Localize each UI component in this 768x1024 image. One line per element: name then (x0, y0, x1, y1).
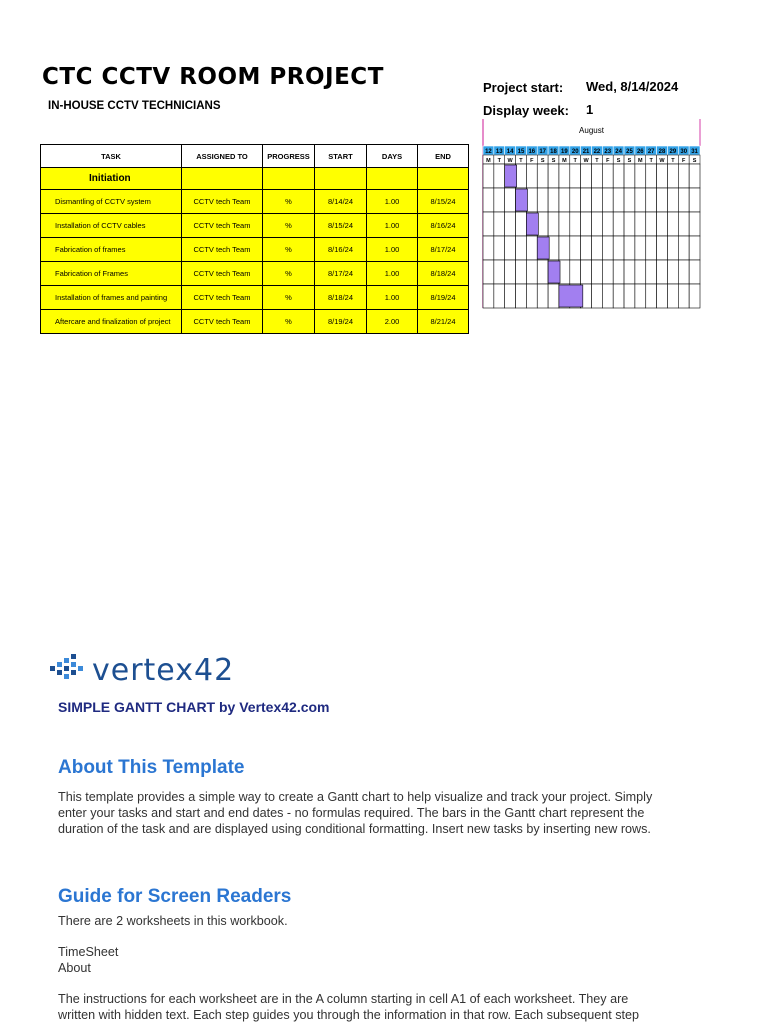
table-cell-progress[interactable]: % (263, 190, 315, 214)
sheet-name-about: About (58, 961, 91, 975)
table-row (41, 190, 469, 214)
about-heading: About This Template (58, 757, 245, 778)
day-letter: T (573, 158, 577, 164)
gantt-cell (624, 188, 635, 212)
column-header: ASSIGNED TO (182, 145, 263, 168)
gantt-cell (646, 260, 657, 284)
phase-name[interactable]: Initiation (41, 168, 182, 190)
day-letter: W (583, 158, 589, 164)
table-cell-assigned[interactable]: CCTV tech Team (182, 190, 263, 214)
table-cell[interactable] (263, 168, 315, 190)
table-cell-days[interactable]: 1.00 (367, 262, 418, 286)
day-number: 17 (539, 149, 547, 155)
day-number: 26 (636, 149, 644, 155)
column-header: DAYS (367, 145, 418, 168)
table-row (41, 214, 469, 238)
gantt-cell (516, 212, 527, 236)
column-header: TASK (41, 145, 182, 168)
gantt-cell (494, 164, 505, 188)
gantt-cell (678, 188, 689, 212)
day-number: 13 (495, 149, 503, 155)
gantt-cell (483, 260, 494, 284)
day-number: 21 (582, 149, 590, 155)
gantt-cell (613, 164, 624, 188)
gantt-cell (602, 188, 613, 212)
gantt-cell (581, 164, 592, 188)
gantt-cell (592, 260, 603, 284)
table-cell-end[interactable]: 8/18/24 (418, 262, 469, 286)
day-letter: F (682, 158, 686, 164)
gantt-cell (667, 284, 678, 308)
day-number: 15 (517, 149, 525, 155)
day-letter: S (616, 158, 621, 164)
sheet-name-timesheet: TimeSheet (58, 945, 119, 959)
table-cell-assigned[interactable]: CCTV tech Team (182, 310, 263, 334)
gantt-cell (494, 260, 505, 284)
table-cell-task[interactable]: Installation of frames and painting (41, 286, 182, 310)
day-letter: M (486, 158, 491, 164)
table-cell-task[interactable]: Fabrication of Frames (41, 262, 182, 286)
gantt-cell (570, 164, 581, 188)
gantt-bar[interactable] (548, 261, 560, 283)
gantt-cell (516, 236, 527, 260)
gantt-bar[interactable] (526, 213, 538, 235)
gantt-cell (613, 236, 624, 260)
day-number: 22 (593, 149, 601, 155)
day-number: 24 (615, 149, 622, 155)
gantt-cell (689, 236, 700, 260)
day-number: 12 (485, 149, 492, 155)
gantt-cell (635, 260, 646, 284)
gantt-chart (482, 119, 742, 337)
gantt-cell (516, 284, 527, 308)
table-cell-start[interactable]: 8/18/24 (315, 286, 367, 310)
table-cell-task[interactable]: Installation of CCTV cables (41, 214, 182, 238)
day-number: 30 (680, 149, 688, 155)
table-row (41, 286, 469, 310)
gantt-cell (646, 212, 657, 236)
day-letter: S (551, 158, 556, 164)
project-title: CTC CCTV ROOM PROJECT (42, 64, 384, 90)
table-cell-end[interactable]: 8/21/24 (418, 310, 469, 334)
gantt-cell (624, 284, 635, 308)
gantt-cell (505, 260, 516, 284)
gantt-cell (483, 236, 494, 260)
day-letter: W (659, 158, 665, 164)
instructions-line: written with hidden text. Each step guides you through the information in that row. Each subsequent step (58, 1008, 640, 1022)
gantt-cell (689, 188, 700, 212)
gantt-cell (537, 212, 548, 236)
gantt-cell (667, 260, 678, 284)
day-letter: T (649, 158, 653, 164)
day-number: 16 (528, 149, 536, 155)
about-line: enter your tasks and start and end dates - no formulas required. The bars in the Gantt chart represent the (58, 806, 645, 820)
column-header: PROGRESS (263, 145, 315, 168)
day-number: 28 (658, 149, 666, 155)
gantt-cell (624, 236, 635, 260)
about-paragraph (58, 789, 728, 837)
day-number: 29 (669, 149, 677, 155)
gantt-cell (494, 236, 505, 260)
gantt-bar[interactable] (516, 189, 528, 211)
gantt-cell (657, 164, 668, 188)
gantt-bar[interactable] (559, 285, 583, 307)
column-header: START (315, 145, 367, 168)
gantt-cell (559, 236, 570, 260)
gantt-cell (494, 212, 505, 236)
gantt-cell (646, 164, 657, 188)
table-row (41, 238, 469, 262)
gantt-cell (494, 284, 505, 308)
day-letter: F (606, 158, 610, 164)
day-letter: F (530, 158, 534, 164)
table-cell-start[interactable]: 8/17/24 (315, 262, 367, 286)
instructions-line: The instructions for each worksheet are in the A column starting in cell A1 of each worksheet. They are (58, 992, 629, 1006)
task-table (40, 144, 469, 334)
gantt-cell (592, 164, 603, 188)
gantt-cell (624, 260, 635, 284)
day-letter: M (562, 158, 567, 164)
gantt-cell (581, 260, 592, 284)
guide-heading: Guide for Screen Readers (58, 886, 292, 907)
day-number: 14 (506, 149, 514, 155)
table-cell[interactable] (315, 168, 367, 190)
gantt-cell (483, 164, 494, 188)
about-line: This template provides a simple way to create a Gantt chart to help visualize and track your project. Simply (58, 790, 653, 804)
gantt-cell (548, 236, 559, 260)
gantt-cell (537, 164, 548, 188)
gantt-cell (581, 236, 592, 260)
gantt-cell (613, 212, 624, 236)
day-number: 19 (561, 149, 568, 155)
gantt-cell (635, 164, 646, 188)
gantt-cell (537, 284, 548, 308)
gantt-cell (570, 260, 581, 284)
gantt-cell (570, 236, 581, 260)
table-cell[interactable] (418, 168, 469, 190)
gantt-cell (592, 188, 603, 212)
table-cell-progress[interactable]: % (263, 238, 315, 262)
gantt-cell (505, 188, 516, 212)
gantt-cell (613, 284, 624, 308)
gantt-cell (689, 212, 700, 236)
gantt-cell (667, 212, 678, 236)
project-start-label: Project start: (483, 80, 564, 95)
phase-row (41, 168, 469, 190)
gantt-cell (570, 212, 581, 236)
gantt-cell (526, 236, 537, 260)
logo-mark-icon (50, 654, 83, 679)
gantt-cell (624, 164, 635, 188)
gantt-cell (678, 212, 689, 236)
gantt-cell (657, 188, 668, 212)
gantt-cell (613, 260, 624, 284)
gantt-cell (526, 260, 537, 284)
day-letter: W (507, 158, 513, 164)
gantt-cell (678, 164, 689, 188)
gantt-cell (505, 284, 516, 308)
gantt-bar[interactable] (537, 237, 549, 259)
table-cell-start[interactable]: 8/14/24 (315, 190, 367, 214)
day-number: 18 (550, 149, 557, 155)
day-number: 25 (626, 149, 633, 155)
table-cell-days[interactable]: 1.00 (367, 190, 418, 214)
gantt-cell (602, 212, 613, 236)
gantt-cell (559, 212, 570, 236)
gantt-cell (592, 236, 603, 260)
table-cell-assigned[interactable]: CCTV tech Team (182, 214, 263, 238)
gantt-cell (559, 260, 570, 284)
table-cell-start[interactable]: 8/15/24 (315, 214, 367, 238)
table-cell-start[interactable]: 8/19/24 (315, 310, 367, 334)
gantt-cell (689, 164, 700, 188)
gantt-cell (657, 212, 668, 236)
vertex42-logo (48, 650, 248, 690)
gantt-cell (657, 260, 668, 284)
table-cell-days[interactable]: 1.00 (367, 238, 418, 262)
table-cell-end[interactable]: 8/17/24 (418, 238, 469, 262)
gantt-cell (635, 188, 646, 212)
gantt-cell (494, 188, 505, 212)
display-week-value[interactable]: 1 (586, 102, 594, 117)
gantt-cell (657, 284, 668, 308)
table-cell-days[interactable]: 1.00 (367, 286, 418, 310)
brand-line[interactable]: SIMPLE GANTT CHART by Vertex42.com (58, 699, 330, 715)
gantt-cell (516, 164, 527, 188)
gantt-cell (526, 284, 537, 308)
table-cell-progress[interactable]: % (263, 262, 315, 286)
gantt-cell (537, 260, 548, 284)
day-number: 31 (691, 149, 698, 155)
gantt-cell (646, 284, 657, 308)
table-cell-assigned[interactable]: CCTV tech Team (182, 262, 263, 286)
table-row (41, 262, 469, 286)
table-cell-task[interactable]: Fabrication of frames (41, 238, 182, 262)
gantt-cell (635, 212, 646, 236)
day-number: 20 (571, 149, 579, 155)
table-cell[interactable] (367, 168, 418, 190)
gantt-cell (570, 188, 581, 212)
gantt-cell (602, 164, 613, 188)
guide-intro: There are 2 worksheets in this workbook. (58, 914, 288, 928)
gantt-cell (635, 236, 646, 260)
table-cell-start[interactable]: 8/16/24 (315, 238, 367, 262)
table-cell-assigned[interactable]: CCTV tech Team (182, 286, 263, 310)
gantt-cell (624, 212, 635, 236)
table-cell-task[interactable]: Aftercare and finalization of project (41, 310, 182, 334)
table-row (41, 310, 469, 334)
gantt-cell (689, 260, 700, 284)
day-letter: T (519, 158, 523, 164)
project-subtitle: IN-HOUSE CCTV TECHNICIANS (48, 100, 221, 112)
day-number: 23 (604, 149, 612, 155)
gantt-cell (581, 212, 592, 236)
day-letter: T (595, 158, 599, 164)
display-week-label: Display week: (483, 103, 569, 118)
table-cell-progress[interactable]: % (263, 214, 315, 238)
gantt-cell (667, 188, 678, 212)
gantt-cell (548, 164, 559, 188)
about-line: duration of the task and are displayed using conditional formatting. Insert new tasks by inserting new rows. (58, 822, 651, 836)
table-cell[interactable] (182, 168, 263, 190)
gantt-bar[interactable] (505, 165, 517, 187)
gantt-cell (602, 284, 613, 308)
gantt-cell (635, 284, 646, 308)
gantt-cell (678, 284, 689, 308)
month-label: August (579, 126, 604, 135)
gantt-cell (581, 188, 592, 212)
gantt-cell (526, 188, 537, 212)
gantt-cell (689, 284, 700, 308)
project-start-value[interactable]: Wed, 8/14/2024 (586, 79, 679, 94)
gantt-cell (667, 236, 678, 260)
gantt-cell (646, 188, 657, 212)
table-cell-end[interactable]: 8/19/24 (418, 286, 469, 310)
gantt-cell (592, 212, 603, 236)
table-cell-progress[interactable]: % (263, 286, 315, 310)
gantt-cell (505, 212, 516, 236)
table-cell-assigned[interactable]: CCTV tech Team (182, 238, 263, 262)
day-letter: M (638, 158, 643, 164)
gantt-cell (548, 212, 559, 236)
table-cell-days[interactable]: 1.00 (367, 214, 418, 238)
gantt-cell (505, 236, 516, 260)
gantt-cell (667, 164, 678, 188)
gantt-cell (592, 284, 603, 308)
gantt-cell (548, 284, 559, 308)
gantt-cell (613, 188, 624, 212)
gantt-cell (537, 188, 548, 212)
column-header: END (418, 145, 469, 168)
gantt-cell (516, 260, 527, 284)
gantt-cell (526, 164, 537, 188)
table-cell-end[interactable]: 8/16/24 (418, 214, 469, 238)
day-letter: T (497, 158, 501, 164)
gantt-cell (646, 236, 657, 260)
gantt-cell (559, 188, 570, 212)
day-number: 27 (647, 149, 655, 155)
day-letter: S (692, 158, 697, 164)
gantt-cell (483, 188, 494, 212)
gantt-cell (678, 260, 689, 284)
table-cell-progress[interactable]: % (263, 310, 315, 334)
gantt-cell (483, 212, 494, 236)
day-letter: S (627, 158, 632, 164)
day-letter: S (540, 158, 545, 164)
table-cell-days[interactable]: 2.00 (367, 310, 418, 334)
table-cell-task[interactable]: Dismantling of CCTV system (41, 190, 182, 214)
gantt-cell (559, 164, 570, 188)
instructions-paragraph (58, 991, 728, 1023)
logo-text: vertex42 (92, 653, 235, 688)
gantt-cell (678, 236, 689, 260)
gantt-cell (483, 284, 494, 308)
gantt-cell (657, 236, 668, 260)
gantt-cell (602, 260, 613, 284)
gantt-cell (602, 236, 613, 260)
day-letter: T (671, 158, 675, 164)
table-header-row (41, 145, 469, 168)
table-cell-end[interactable]: 8/15/24 (418, 190, 469, 214)
gantt-cell (548, 188, 559, 212)
